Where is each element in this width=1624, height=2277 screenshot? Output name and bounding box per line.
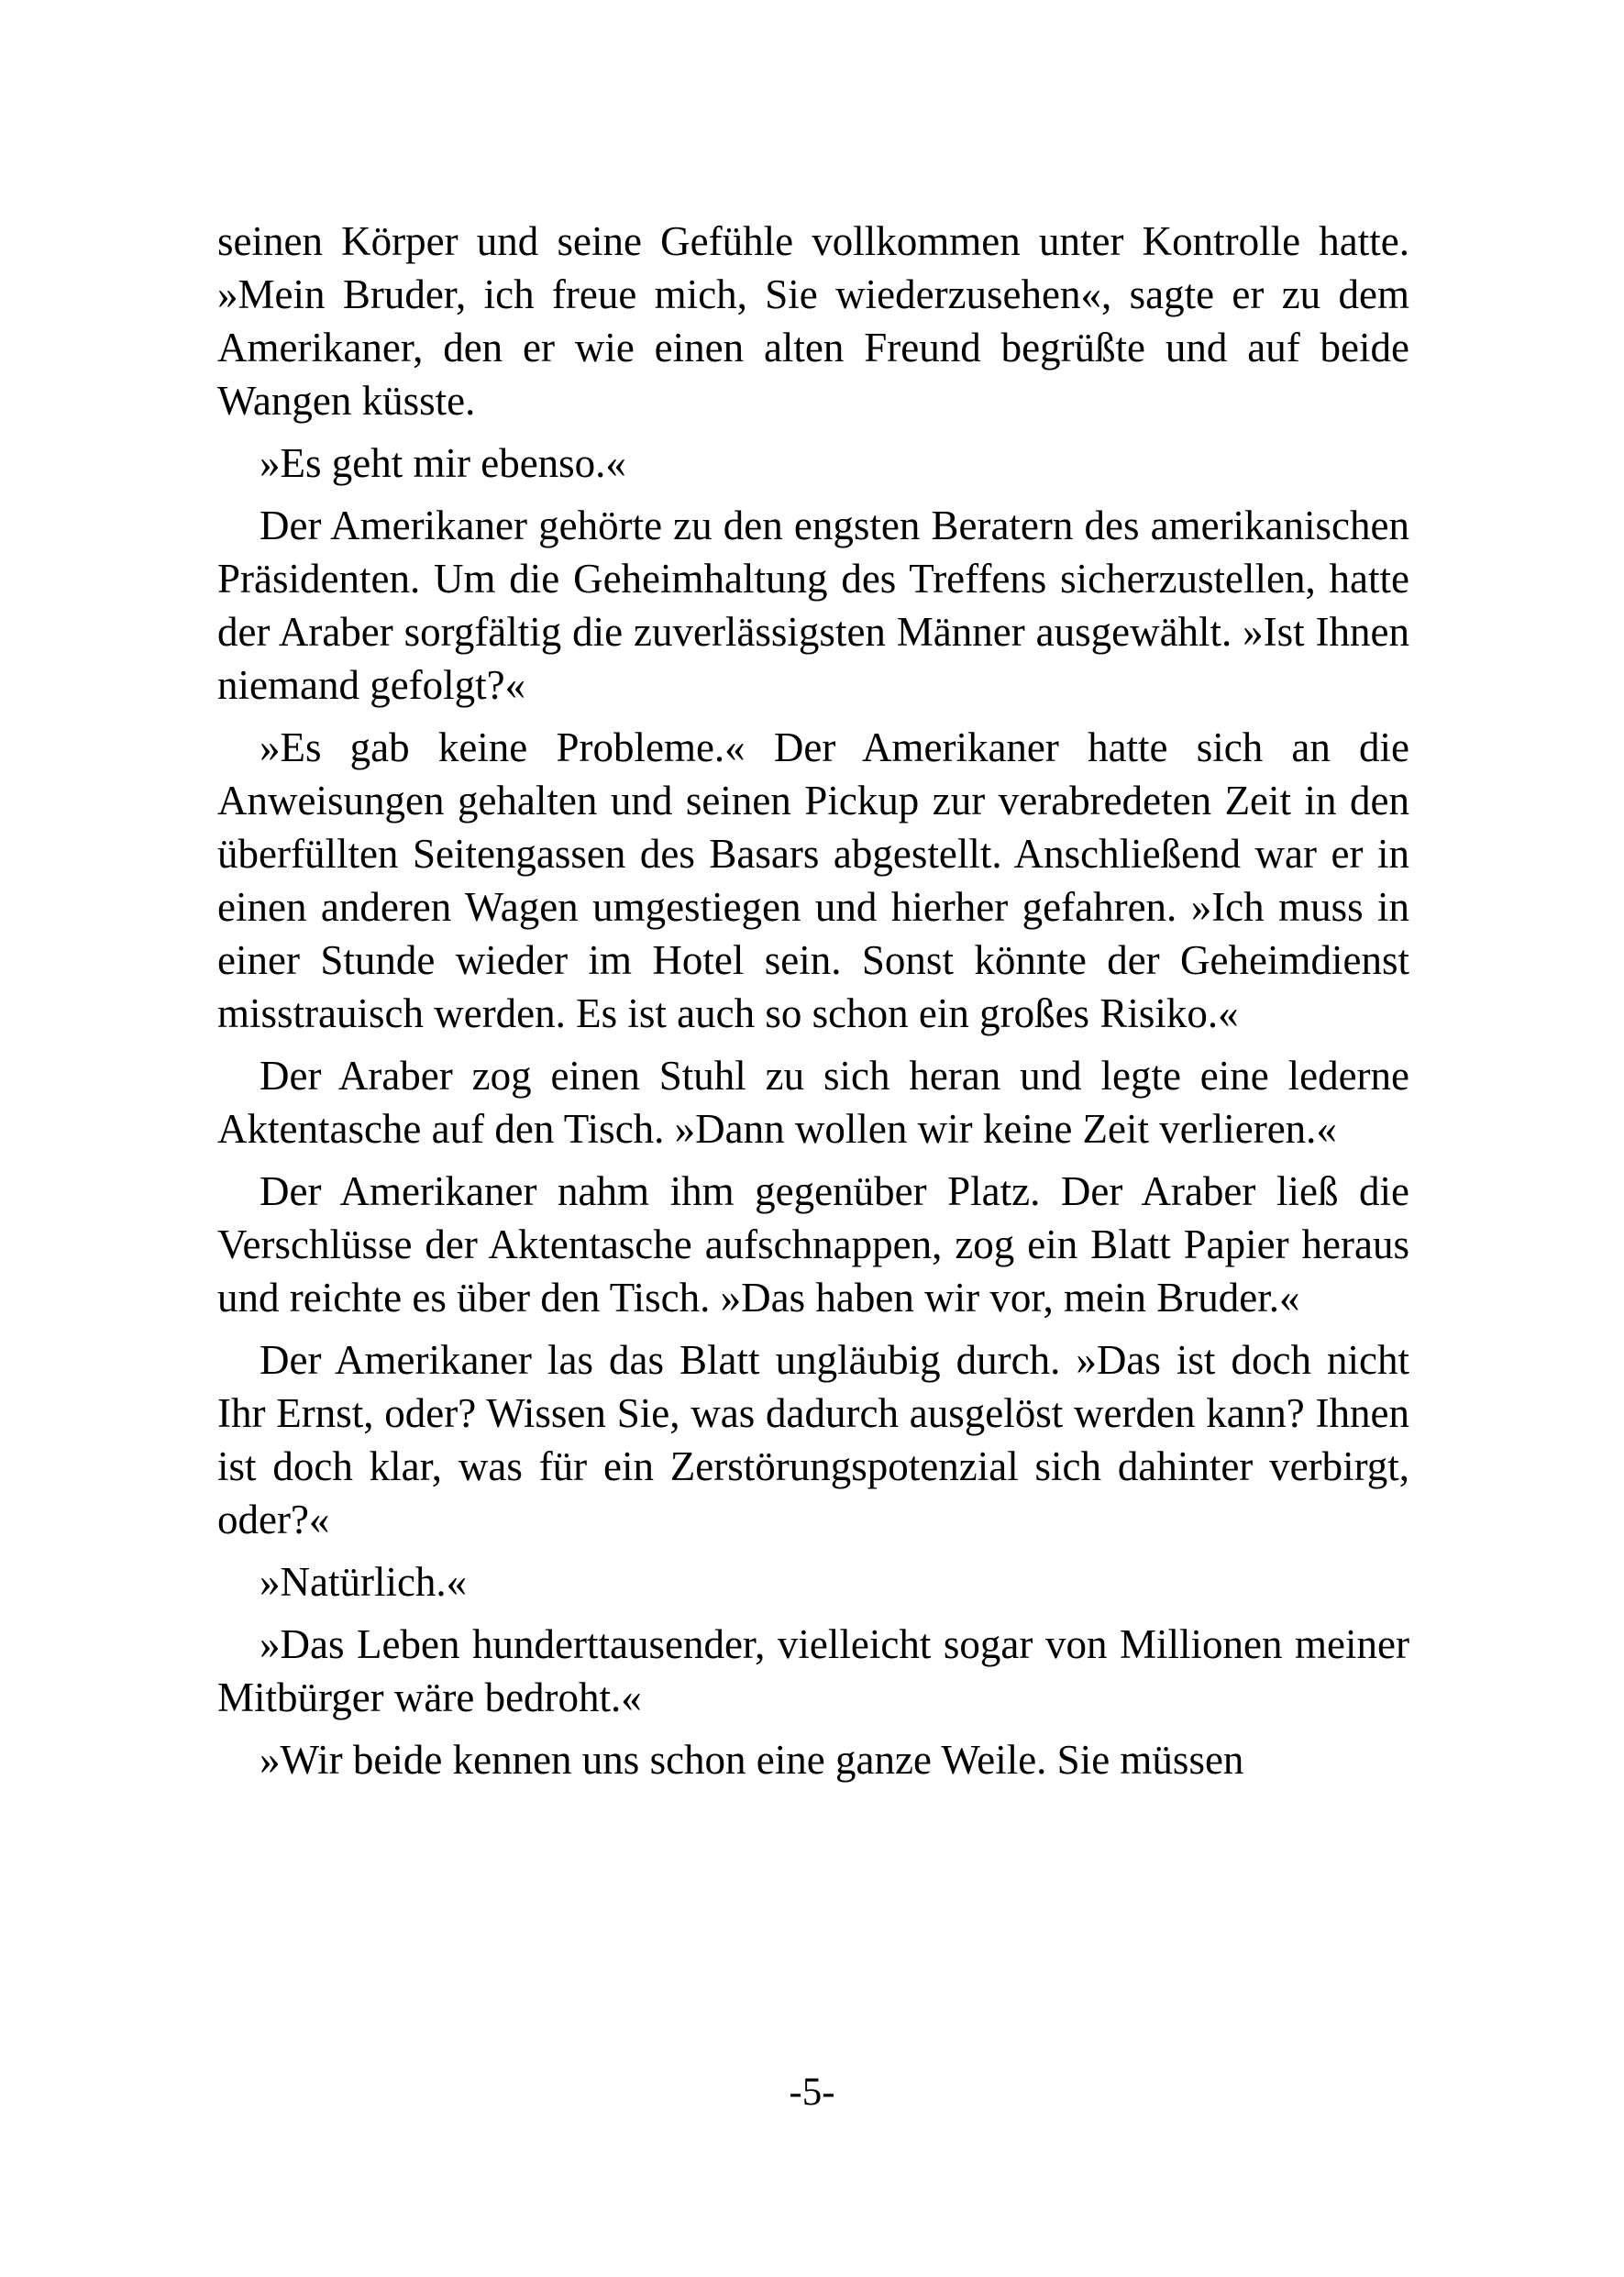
page-number: -5- — [789, 2071, 835, 2114]
paragraph-dialogue-reply: »Es geht mir ebenso.« — [260, 440, 626, 486]
paragraph-known-each-other: »Wir beide kennen uns schon eine ganze Weile. Sie müssen — [260, 1737, 1244, 1783]
paragraph-threat: »Das Leben hunderttausender, vielleicht sogar von Millionen meiner Mitbürger wäre bedroht.« — [217, 1621, 1409, 1720]
paragraph-disbelief: Der Amerikaner las das Blatt ungläubig durch. »Das ist doch nicht Ihr Ernst, oder? Wissen Sie, was dadurch ausgelöst werden kann? Ihnen ist doch klar, was für ein Zerstörungspotenzial sich dahinter verbirgt, oder?« — [217, 1337, 1409, 1542]
paragraph-briefcase: Der Araber zog einen Stuhl zu sich heran und legte eine lederne Aktentasche auf den Tisch. »Dann wollen wir keine Zeit verlieren.« — [217, 1053, 1409, 1152]
paragraph-continuation: seinen Körper und seine Gefühle vollkommen unter Kontrolle hatte. »Mein Bruder, ich freue mich, Sie wiederzusehen«, sagte er zu dem Amerikaner, den er wie einen alten Freund begrüßte und auf beide Wangen küsste. — [217, 218, 1409, 424]
paragraph-advisor-intro: Der Amerikaner gehörte zu den engsten Beratern des amerikanischen Präsidenten. Um die Geheimhaltung des Treffens sicherzustellen, hatte der Araber sorgfältig die zuverlässigsten Männer ausgewählt. »Ist Ihnen niemand gefolgt?« — [217, 503, 1409, 708]
paragraph-paper-handover: Der Amerikaner nahm ihm gegenüber Platz. Der Araber ließ die Verschlüsse der Aktentasche aufschnappen, zog ein Blatt Papier heraus und reichte es über den Tisch. »Das haben wir vor, mein Bruder.« — [217, 1168, 1409, 1321]
paragraph-naturally: »Natürlich.« — [260, 1559, 468, 1605]
paragraph-no-problems: »Es gab keine Probleme.« Der Amerikaner hatte sich an die Anweisungen gehalten und seinen Pickup zur verabredeten Zeit in den überfüllten Seitengassen des Basars abgestellt. Anschließend war er in einen anderen Wagen umgestiegen und hierher gefahren. »Ich muss in einer Stunde wieder im Hotel sein. Sonst könnte der Geheimdienst misstrauisch werden. Es ist auch so schon ein großes Risiko.« — [217, 724, 1409, 1036]
page-body-text — [217, 215, 1409, 1796]
